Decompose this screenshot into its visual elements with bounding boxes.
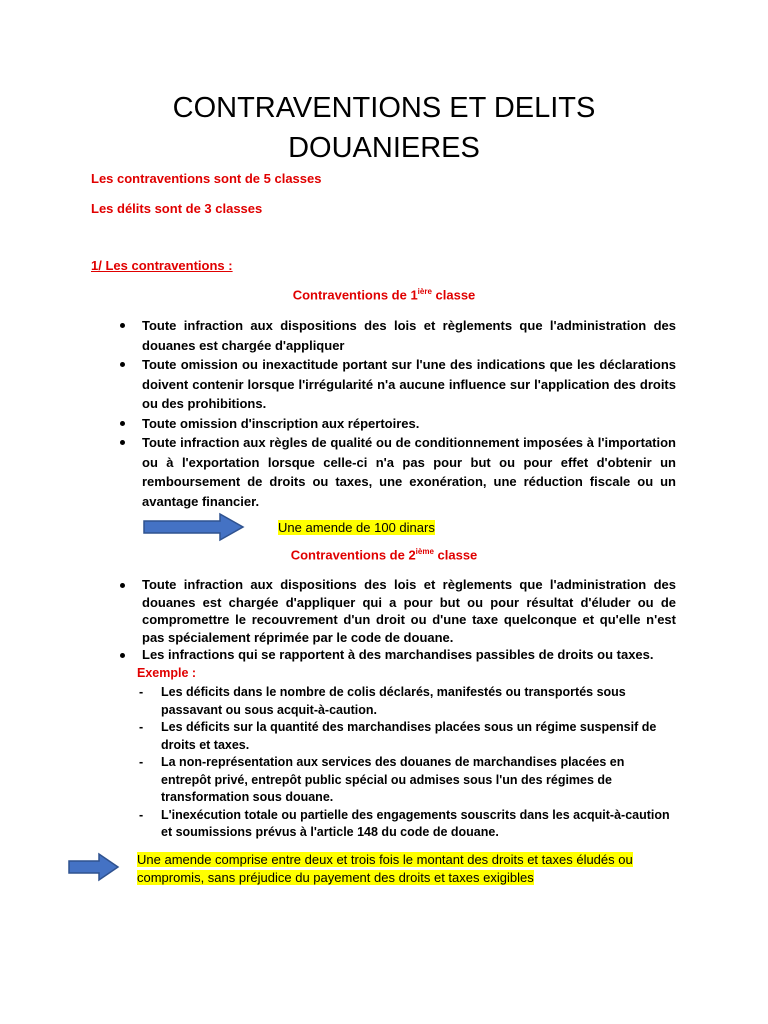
list-item: - Les déficits dans le nombre de colis déclarés, manifestés ou transportés sous passavant ou sous acquit-à-caution. (137, 684, 677, 719)
title-line-2: DOUANIERES (288, 132, 480, 164)
class-2-list (115, 576, 676, 664)
class-1-penalty: Une amende de 100 dinars (278, 520, 435, 535)
class-1-list (115, 316, 676, 511)
class-1-heading: Contraventions de $1^{ière}$ classe (292, 287, 476, 303)
example-list (137, 684, 677, 842)
right-arrow-icon (142, 512, 246, 542)
list-item: - Les déficits sur la quantité des marchandises placées sous un régime suspensif de droits et taxes. (137, 719, 677, 754)
list-item: Toute infraction aux dispositions des lois et règlements que l'administration des douanes est chargée d'appliquer (115, 316, 676, 355)
intro-delits-classes: Les délits sont de 3 classes (91, 201, 263, 216)
list-item: Toute infraction aux règles de qualité ou de conditionnement imposées à l'importation ou à l'exportation lorsque celle-ci n'a pas pour but ou pour effet d'obtenir un remboursement de droits ou taxes, une exonération, une réduction fiscale ou un avantage financier. (115, 433, 676, 511)
section-heading-contraventions: 1/ Les contraventions : (91, 258, 233, 273)
list-item: Toute infraction aux dispositions des lois et règlements que l'administration des douanes est chargée d'appliquer qui a pour but ou pour résultat d'éluder ou de compromettre le recouvrement d'un droit ou d'une taxe quelconque et qu'elle n'est pas spécialement réprimée par le code de douane. (115, 576, 676, 646)
intro-contraventions-classes: Les contraventions sont de 5 classes (91, 171, 322, 186)
title-line-1: CONTRAVENTIONS ET DELITS (172, 92, 596, 124)
list-item: Toute omission d'inscription aux répertoires. (115, 414, 676, 434)
list-item: - La non-représentation aux services des douanes de marchandises placées en entrepôt privé, entrepôt public spécial ou admises sous l'un des régimes de transformation sous douane. (137, 754, 677, 807)
list-item: - L'inexécution totale ou partielle des engagements souscrits dans les acquit-à-caution et soumissions prévus à l'article 148 du code de douane. (137, 807, 677, 842)
right-arrow-icon (67, 852, 121, 882)
list-item: Les infractions qui se rapportent à des marchandises passibles de droits ou taxes. (115, 646, 676, 664)
document-title (0, 88, 768, 168)
class-2-heading: Contraventions de 2ième classe (290, 547, 478, 563)
example-label: Exemple : (137, 666, 197, 680)
list-item: Toute omission ou inexactitude portant sur l'une des indications que les déclarations doivent contenir lorsque l'irrégularité n'a aucune influence sur l'application des droits ou des prohibitions. (115, 355, 676, 414)
class-2-penalty: Une amende comprise entre deux et trois fois le montant des droits et taxes éludés ou compromis, sans préjudice du payement des droits et taxes exigibles (137, 852, 633, 885)
